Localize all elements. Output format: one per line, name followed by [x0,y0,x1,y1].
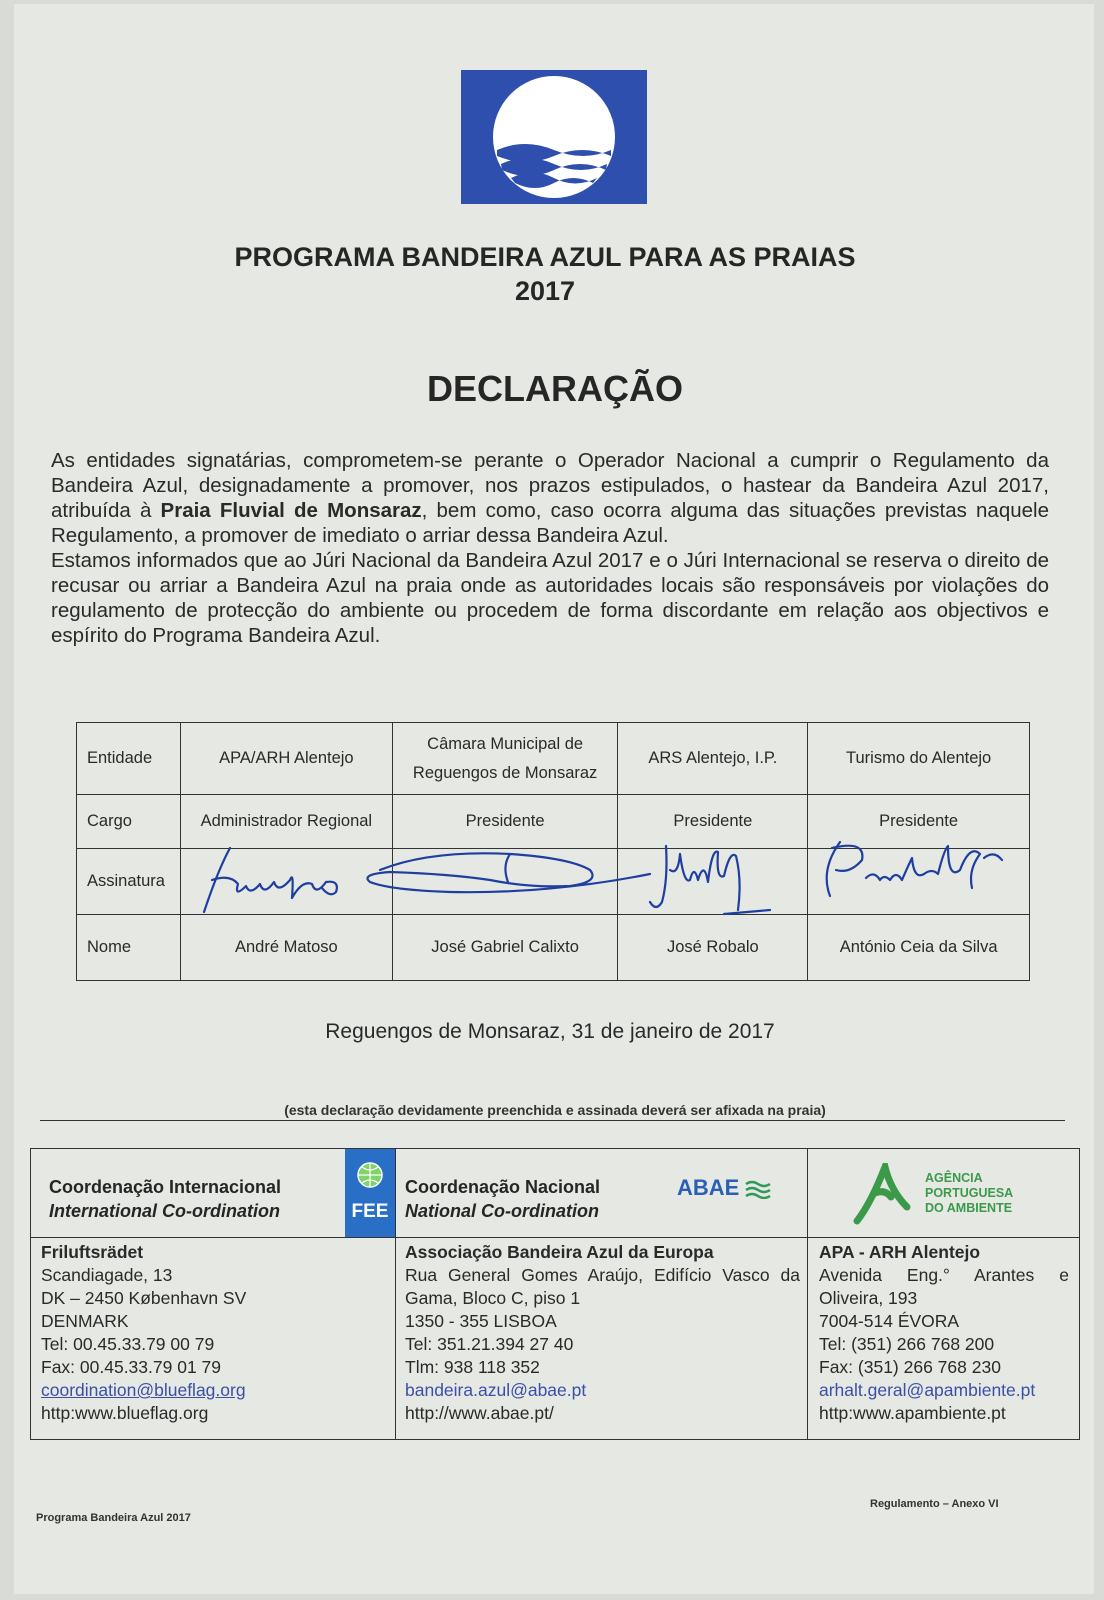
divider-line [40,1120,1065,1121]
national-title-pt: Coordenação Nacional [405,1177,601,1197]
paragraph-1-text-b: , bem como, caso ocorra alguma das situações previstas naquele Regulamento, a promover de imediato o arriar dessa Bandeira Azul. [51,499,1049,547]
footer-annex: Regulamento – Anexo VI [870,1498,999,1510]
national-title-en: National Co-ordination [405,1201,599,1221]
regional-column [807,1149,1079,1439]
address-line: Rua General Gomes Araújo, Edifício Vasco da Gama, Bloco C, piso 1 [405,1265,800,1308]
role-cell: Presidente [618,795,808,849]
fee-logo [345,1149,395,1237]
role-cell: Presidente [392,795,618,849]
national-website: http://www.abae.pt/ [405,1403,554,1423]
entity-cell: APA/ARH Alentejo [180,723,392,795]
signature-andre-matoso [204,848,337,912]
globe-icon [356,1161,384,1189]
row-label-assinatura: Assinatura [77,849,181,915]
regional-address [819,1241,1069,1425]
declaration-body [51,448,1049,648]
program-title [160,240,930,308]
role-cell: Presidente [808,795,1030,849]
national-title [405,1175,600,1223]
address-line: Avenida Eng.° Arantes e Oliveira, 193 [819,1265,1069,1308]
place-and-date: Reguengos de Monsaraz, 31 de janeiro de 2017 [325,1020,775,1043]
row-label-cargo: Cargo [77,795,181,849]
waves-icon [745,1179,771,1199]
row-label-nome: Nome [77,915,181,981]
posting-notice: (esta declaração devidamente preenchida e assinada deverá ser afixada na praia) [284,1102,826,1118]
entity-cell: Câmara Municipal de Reguengos de Monsaraz [392,723,618,795]
entity-cell: Turismo do Alentejo [808,723,1030,795]
signature-antonio-ceia [827,842,1002,896]
handwritten-signatures [190,840,1030,950]
mobile-line: Tlm: 938 118 352 [405,1357,540,1377]
program-year: 2017 [514,276,576,306]
entity-cell: ARS Alentejo, I.P. [618,723,808,795]
international-org: Friluftsrädet [41,1242,144,1262]
international-header [31,1149,395,1238]
international-title [49,1175,281,1223]
paragraph-1-text-a: As entidades signatárias, comprometem-se perante o Operador Nacional a cumprir o Regulamento da Bandeira Azul, designadamente a promover, nos prazos estipulados, o hastear da Bandeira Azul 2017, atribuída à [51,449,1049,522]
national-email-link[interactable]: bandeira.azul@abae.pt [405,1380,587,1400]
international-title-en: International Co-ordination [49,1201,280,1221]
address-line: 7004-514 ÉVORA [819,1311,960,1331]
phone-line: Tel: (351) 266 768 200 [819,1334,995,1354]
regional-header [807,1149,1079,1238]
international-coordination-column [31,1149,396,1439]
apa-logo-text [925,1171,1013,1216]
signature-jose-calixto [368,853,651,892]
apa-logo-icon [851,1163,915,1225]
declaration-paragraph-1 [51,448,1049,548]
phone-line: Tel: 351.21.394 27 40 [405,1334,574,1354]
name-cell: António Ceia da Silva [808,915,1030,981]
abae-logo [677,1175,771,1201]
international-email-link[interactable]: coordination@blueflag.org [41,1380,246,1400]
apa-logo-line: PORTUGUESA [925,1186,1014,1200]
address-line: DENMARK [41,1311,129,1331]
name-cell: José Robalo [618,915,808,981]
international-title-pt: Coordenação Internacional [49,1177,282,1197]
international-address [41,1241,246,1425]
footer-program: Programa Bandeira Azul 2017 [36,1512,191,1524]
contacts-box [30,1148,1080,1440]
abae-logo-text: ABAE [677,1175,740,1200]
national-header [395,1149,807,1238]
beach-name: Praia Fluvial de Monsaraz [160,499,422,522]
blue-flag-emblem-icon [461,70,647,204]
program-title-text: PROGRAMA BANDEIRA AZUL PARA AS PRAIAS [234,242,856,272]
signature-jose-robalo [650,846,770,914]
fee-logo-text: FEE [351,1201,389,1222]
role-cell: Administrador Regional [180,795,392,849]
apa-logo-line: AGÊNCIA [925,1171,983,1185]
national-org: Associação Bandeira Azul da Europa [405,1242,714,1262]
regional-email-link[interactable]: arhalt.geral@apambiente.pt [819,1380,1036,1400]
name-cell: José Gabriel Calixto [392,915,618,981]
address-line: 1350 - 355 LISBOA [405,1311,557,1331]
fax-line: Fax: 00.45.33.79 01 79 [41,1357,221,1377]
fax-line: Fax: (351) 266 768 230 [819,1357,1001,1377]
name-cell: André Matoso [180,915,392,981]
apa-logo-line: DO AMBIENTE [925,1201,1013,1215]
national-address [405,1241,800,1425]
phone-line: Tel: 00.45.33.79 00 79 [41,1334,215,1354]
row-label-entidade: Entidade [77,723,181,795]
international-website: http:www.blueflag.org [41,1403,209,1423]
declaration-paragraph-2: Estamos informados que ao Júri Nacional da Bandeira Azul 2017 e o Júri Internacional se reserva o direito de recusar ou arriar a Bandeira Azul na praia onde as autoridades locais são responsáveis por violações do regulamento de protecção do ambiente ou procedem de forma discordante em relação aos objectivos e espírito do Programa Bandeira Azul. [51,549,1049,647]
regional-website: http:www.apambiente.pt [819,1403,1006,1423]
address-line: DK – 2450 København SV [41,1288,247,1308]
table-row-entidade [77,723,1030,795]
national-coordination-column [395,1149,808,1439]
blue-flag-logo [461,70,647,204]
regional-org: APA - ARH Alentejo [819,1242,981,1262]
declaration-heading: DECLARAÇÃO [427,368,683,409]
address-line: Scandiagade, 13 [41,1265,173,1285]
